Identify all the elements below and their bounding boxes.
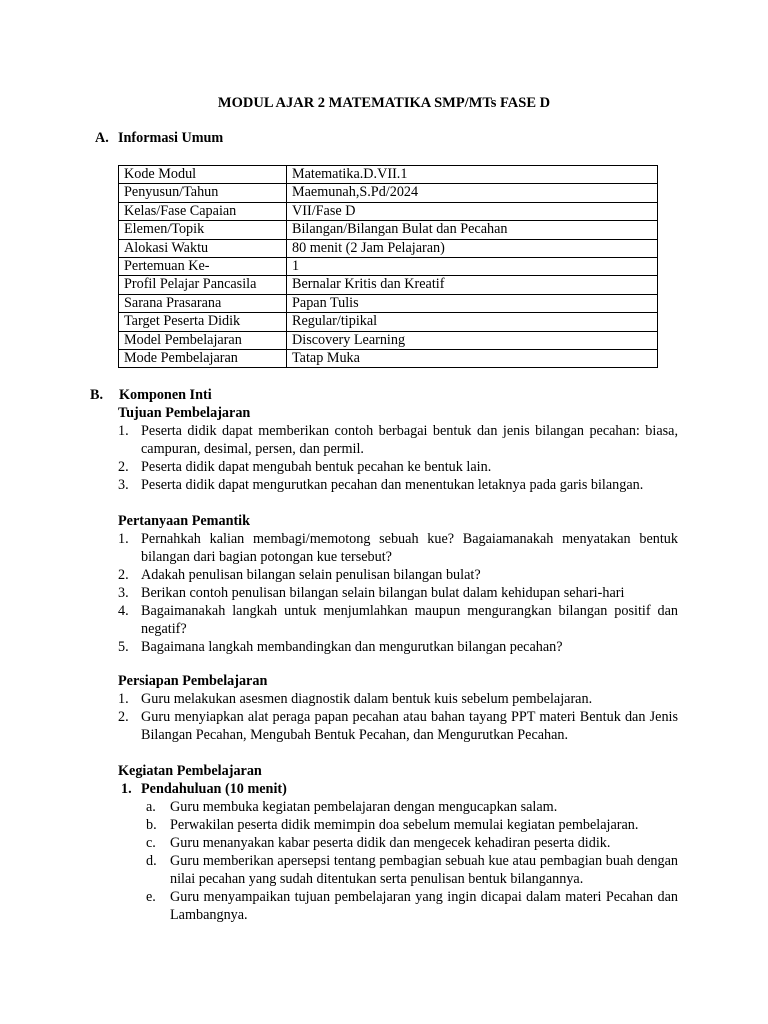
- info-row: [119, 294, 658, 312]
- list-number: c.: [146, 835, 156, 851]
- info-key: Kelas/Fase Capaian: [119, 202, 287, 220]
- pertanyaan-item: [118, 530, 678, 566]
- tujuan-item: [118, 422, 678, 458]
- persiapan-item: [118, 708, 678, 744]
- kegiatan-block: [118, 762, 678, 924]
- list-text: Bagaimanakah langkah untuk menjumlahkan maupun mengurangkan bilangan positif dan negatif?: [141, 603, 678, 637]
- list-text: Guru menanyakan kabar peserta didik dan mengecek kehadiran peserta didik.: [170, 835, 611, 851]
- info-key: Pertemuan Ke-: [119, 257, 287, 275]
- pertanyaan-item: [118, 584, 678, 602]
- info-value: Maemunah,S.Pd/2024: [287, 184, 658, 202]
- info-key: Profil Pelajar Pancasila: [119, 276, 287, 294]
- tujuan-block: [118, 404, 678, 494]
- tujuan-heading: Tujuan Pembelajaran: [118, 405, 251, 421]
- info-value: Discovery Learning: [287, 331, 658, 349]
- info-key: Sarana Prasarana: [119, 294, 287, 312]
- pertanyaan-item: [118, 602, 678, 638]
- list-text: Guru menyiapkan alat peraga papan pecahan atau bahan tayang PPT materi Bentuk dan Jenis Bilangan Pecahan, Mengubah Bentuk Pecahan, dan Mengurutkan Pecahan.: [141, 709, 678, 743]
- pendahuluan-item: [118, 816, 678, 834]
- list-text: Guru membuka kegiatan pembelajaran dengan mengucapkan salam.: [170, 799, 558, 815]
- pendahuluan-title: Pendahuluan (10 menit): [141, 781, 287, 797]
- pendahuluan-item: [118, 834, 678, 852]
- section-b-number: B.: [90, 387, 104, 403]
- info-row: [119, 276, 658, 294]
- info-key: Model Pembelajaran: [119, 331, 287, 349]
- list-number: a.: [146, 799, 156, 815]
- info-row: [119, 202, 658, 220]
- list-number: 1.: [118, 531, 129, 547]
- pertanyaan-item: [118, 566, 678, 584]
- list-number: d.: [146, 853, 157, 869]
- tujuan-item: [118, 476, 678, 494]
- info-row: [119, 313, 658, 331]
- list-text: Pernahkah kalian membagi/memotong sebuah kue? Bagaiamanakah menyatakan bentuk bilangan dari bagian potongan kue tersebut?: [141, 531, 678, 565]
- persiapan-block: [118, 672, 678, 744]
- kegiatan-heading: Kegiatan Pembelajaran: [118, 763, 262, 779]
- list-text: Adakah penulisan bilangan selain penulisan bilangan bulat?: [141, 567, 481, 583]
- pendahuluan-item: [118, 888, 678, 924]
- info-key: Target Peserta Didik: [119, 313, 287, 331]
- list-number: 2.: [118, 709, 129, 725]
- info-value: Bernalar Kritis dan Kreatif: [287, 276, 658, 294]
- list-text: Perwakilan peserta didik memimpin doa sebelum memulai kegiatan pembelajaran.: [170, 817, 639, 833]
- list-number: 2.: [118, 567, 129, 583]
- tujuan-item: [118, 458, 678, 476]
- persiapan-heading: Persiapan Pembelajaran: [118, 673, 268, 689]
- info-row: [119, 257, 658, 275]
- section-a-title: Informasi Umum: [118, 130, 224, 146]
- list-text: Guru memberikan apersepsi tentang pembagian sebuah kue atau pembagian buah dengan nilai pecahan yang sudah ditentukan serta penulisan bentuk bilangannya.: [170, 853, 678, 887]
- info-value: Papan Tulis: [287, 294, 658, 312]
- info-row: [119, 221, 658, 239]
- list-text: Peserta didik dapat mengubah bentuk pecahan ke bentuk lain.: [141, 459, 492, 475]
- list-number: 2.: [118, 459, 129, 475]
- section-b-heading: [90, 386, 680, 404]
- pendahuluan-heading: [118, 780, 678, 798]
- persiapan-list: [118, 690, 678, 744]
- info-row: [119, 166, 658, 184]
- info-key: Penyusun/Tahun: [119, 184, 287, 202]
- info-key: Mode Pembelajaran: [119, 349, 287, 367]
- list-text: Berikan contoh penulisan bilangan selain bilangan bulat dalam kehidupan sehari-hari: [141, 585, 625, 601]
- pertanyaan-list: [118, 530, 678, 656]
- pertanyaan-block: [118, 512, 678, 656]
- info-value: Matematika.D.VII.1: [287, 166, 658, 184]
- list-text: Guru melakukan asesmen diagnostik dalam bentuk kuis sebelum pembelajaran.: [141, 691, 593, 707]
- list-number: 1.: [118, 423, 129, 439]
- pendahuluan-list: [118, 798, 678, 924]
- info-key: Elemen/Topik: [119, 221, 287, 239]
- info-value: Tatap Muka: [287, 349, 658, 367]
- pendahuluan-number: 1.: [121, 781, 132, 797]
- list-number: 4.: [118, 603, 129, 619]
- section-b-title: Komponen Inti: [119, 387, 212, 403]
- section-a-number: A.: [95, 130, 109, 146]
- info-value: 80 menit (2 Jam Pelajaran): [287, 239, 658, 257]
- info-value: VII/Fase D: [287, 202, 658, 220]
- document-title: MODUL AJAR 2 MATEMATIKA SMP/MTs FASE D: [217, 95, 551, 111]
- info-value: Bilangan/Bilangan Bulat dan Pecahan: [287, 221, 658, 239]
- pertanyaan-heading: Pertanyaan Pemantik: [118, 513, 251, 529]
- pendahuluan-item: [118, 798, 678, 816]
- list-number: 3.: [118, 477, 129, 493]
- list-text: Peserta didik dapat memberikan contoh berbagai bentuk dan jenis bilangan pecahan: biasa, campuran, desimal, persen, dan permil.: [141, 423, 678, 457]
- section-a-heading: [95, 129, 223, 147]
- list-number: 5.: [118, 639, 129, 655]
- list-text: Peserta didik dapat mengurutkan pecahan dan menentukan letaknya pada garis bilangan.: [141, 477, 644, 493]
- info-value: Regular/tipikal: [287, 313, 658, 331]
- list-text: Guru menyampaikan tujuan pembelajaran yang ingin dicapai dalam materi Pecahan dan Lambangnya.: [170, 889, 678, 923]
- info-row: [119, 184, 658, 202]
- list-number: e.: [146, 889, 156, 905]
- info-key: Kode Modul: [119, 166, 287, 184]
- tujuan-list: [118, 422, 678, 494]
- info-row: [119, 331, 658, 349]
- info-table: [118, 165, 658, 368]
- info-row: [119, 349, 658, 367]
- info-row: [119, 239, 658, 257]
- persiapan-item: [118, 690, 678, 708]
- pertanyaan-item: [118, 638, 678, 656]
- pendahuluan-item: [118, 852, 678, 888]
- info-key: Alokasi Waktu: [119, 239, 287, 257]
- list-number: b.: [146, 817, 157, 833]
- info-value: 1: [287, 257, 658, 275]
- list-text: Bagaimana langkah membandingkan dan mengurutkan bilangan pecahan?: [141, 639, 563, 655]
- list-number: 1.: [118, 691, 129, 707]
- list-number: 3.: [118, 585, 129, 601]
